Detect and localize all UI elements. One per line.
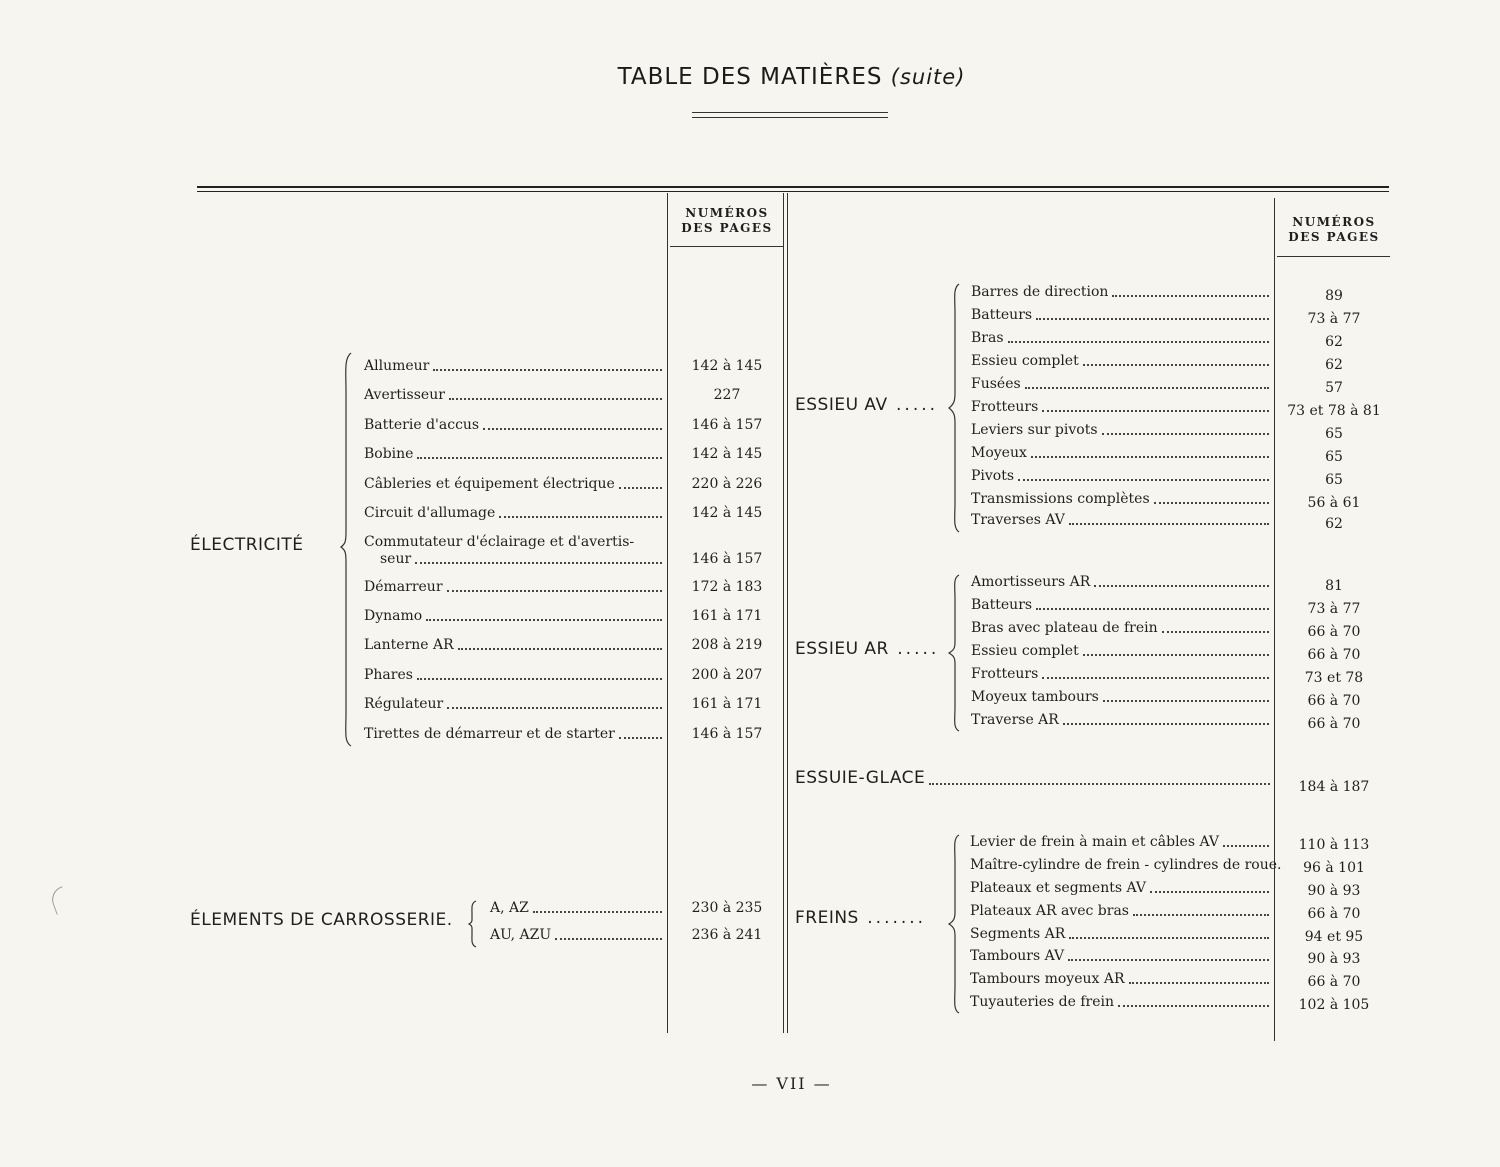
entry-label: Allumeur <box>364 358 430 374</box>
entry-pages: 66 à 70 <box>1307 906 1361 922</box>
toc-entry <box>490 900 662 916</box>
entry-label: Régulateur <box>364 696 444 712</box>
entry-label: Traverse AR <box>971 712 1059 728</box>
entry-label: Traverses AV <box>971 512 1065 528</box>
toc-entry <box>971 666 1269 682</box>
entry-label: Lanterne AR <box>364 637 454 653</box>
entry-label-line1 <box>364 534 662 550</box>
entry-label: Commutateur d'éclairage et d'avertis- <box>364 534 635 550</box>
entry-pages: 102 à 105 <box>1298 997 1370 1013</box>
page-essuie-glace: 184 à 187 <box>1298 779 1370 795</box>
toc-entry <box>971 597 1269 613</box>
toc-entry <box>971 307 1269 323</box>
entry-pages: 146 à 157 <box>691 726 763 742</box>
entry-pages: 90 à 93 <box>1307 883 1361 899</box>
toc-entry <box>970 994 1269 1010</box>
toc-entry <box>364 696 662 712</box>
entry-pages: 161 à 171 <box>691 608 763 624</box>
entry-pages: 73 à 77 <box>1307 311 1361 327</box>
toc-entry <box>364 608 662 624</box>
entry-label: Circuit d'allumage <box>364 505 496 521</box>
entry-label: Bras <box>971 330 1004 346</box>
toc-entry <box>971 330 1269 346</box>
entry-essuie-glace: ESSUIE-GLACE <box>795 768 1270 788</box>
entry-pages: 94 et 95 <box>1304 929 1364 945</box>
toc-entry <box>971 643 1269 659</box>
brace-essieu-av <box>948 283 962 533</box>
entry-pages: 227 <box>713 387 741 403</box>
entry-pages: 146 à 157 <box>691 551 763 567</box>
toc-entry <box>970 903 1269 919</box>
brace-essieu-ar <box>948 574 962 732</box>
entry-label: Bras avec plateau de frein <box>971 620 1158 636</box>
top-rule <box>197 186 1389 188</box>
toc-entry <box>971 399 1269 415</box>
toc-entry <box>971 620 1269 636</box>
category-freins: FREINS ....... <box>795 908 927 928</box>
title-underline-2 <box>692 117 888 118</box>
entry-label: Tirettes de démarreur et de starter <box>364 726 615 742</box>
entry-label: Transmissions complètes <box>971 491 1150 507</box>
toc-entry <box>970 971 1269 987</box>
entry-label: Essieu complet <box>971 353 1079 369</box>
category-essieu-av: ESSIEU AV ..... <box>795 395 939 415</box>
entry-pages: 161 à 171 <box>691 696 763 712</box>
entry-label: Tuyauteries de frein <box>970 994 1114 1010</box>
entry-pages: 142 à 145 <box>691 358 763 374</box>
toc-entry <box>364 637 662 653</box>
entry-label: Dynamo <box>364 608 423 624</box>
entry-pages: 66 à 70 <box>1307 693 1361 709</box>
toc-entry <box>970 948 1269 964</box>
category-electricite: ÉLECTRICITÉ <box>190 535 304 555</box>
entry-label: Plateaux et segments AV <box>970 880 1147 896</box>
right-header-rule <box>1277 256 1390 257</box>
entry-label: Moyeux tambours <box>971 689 1099 705</box>
center-divider-2 <box>787 193 788 1033</box>
entry-label: Leviers sur pivots <box>971 422 1098 438</box>
brace-freins <box>948 834 962 1014</box>
entry-label: seur <box>380 551 412 567</box>
entry-pages: 65 <box>1325 472 1343 488</box>
entry-label: Maître-cylindre de frein - cylindres de roue. <box>970 857 1282 873</box>
toc-entry <box>970 926 1269 942</box>
entry-pages: 220 à 226 <box>691 476 763 492</box>
entry-label: Frotteurs <box>971 666 1039 682</box>
toc-entry <box>380 551 662 567</box>
toc-entry <box>971 353 1269 369</box>
toc-entry <box>971 689 1269 705</box>
category-essieu-ar: ESSIEU AR ..... <box>795 639 940 659</box>
toc-entry <box>971 512 1269 528</box>
entry-pages: 81 <box>1325 578 1343 594</box>
entry-pages: 200 à 207 <box>691 667 763 683</box>
title-main: TABLE DES MATIÈRES <box>617 64 883 90</box>
entry-pages: 56 à 61 <box>1307 495 1361 511</box>
toc-entry <box>970 834 1269 850</box>
entry-label: Fusées <box>971 376 1021 392</box>
brace-carrosserie <box>468 900 478 948</box>
entry-pages: 73 et 78 à 81 <box>1287 403 1381 419</box>
title-suffix: (suite) <box>890 65 966 89</box>
right-page-column-line <box>1274 198 1275 1041</box>
entry-pages: 65 <box>1325 449 1343 465</box>
entry-pages: 90 à 93 <box>1307 951 1361 967</box>
entry-label: Phares <box>364 667 413 683</box>
toc-entry <box>971 422 1269 438</box>
toc-entry <box>364 358 662 374</box>
toc-entry <box>364 726 662 742</box>
toc-entry <box>364 387 662 403</box>
toc-entry <box>364 505 662 521</box>
toc-entry <box>364 476 662 492</box>
entry-label: Essieu complet <box>971 643 1079 659</box>
entry-pages: 73 et 78 <box>1304 670 1364 686</box>
right-column-header: NUMÉROS DES PAGES <box>1288 215 1380 244</box>
entry-pages: 62 <box>1325 516 1343 532</box>
toc-entry <box>971 376 1269 392</box>
page-title <box>0 64 1500 90</box>
entry-pages: 57 <box>1325 380 1343 396</box>
entry-label: AU, AZU <box>490 927 552 943</box>
entry-label: Moyeux <box>971 445 1027 461</box>
toc-entry <box>971 491 1269 507</box>
entry-pages: 208 à 219 <box>691 637 763 653</box>
toc-entry <box>970 880 1269 896</box>
toc-entry <box>971 712 1269 728</box>
entry-pages: 65 <box>1325 426 1343 442</box>
entry-pages: 110 à 113 <box>1298 837 1370 853</box>
toc-entry <box>970 857 1282 873</box>
entry-pages: 66 à 70 <box>1307 974 1361 990</box>
entry-pages: 146 à 157 <box>691 417 763 433</box>
toc-entry <box>971 445 1269 461</box>
entry-pages: 96 à 101 <box>1303 860 1365 876</box>
left-column-header: NUMÉROS DES PAGES <box>681 206 773 235</box>
top-rule-2 <box>197 191 1389 192</box>
entry-pages: 66 à 70 <box>1307 716 1361 732</box>
toc-entry <box>364 446 662 462</box>
entry-label: A, AZ <box>490 900 529 916</box>
entry-pages: 66 à 70 <box>1307 647 1361 663</box>
entry-pages: 89 <box>1325 288 1343 304</box>
center-divider <box>783 193 784 1033</box>
entry-label: Plateaux AR avec bras <box>970 903 1129 919</box>
entry-label: Avertisseur <box>364 387 445 403</box>
entry-pages: 142 à 145 <box>691 505 763 521</box>
toc-entry <box>364 667 662 683</box>
entry-label: Barres de direction <box>971 284 1109 300</box>
entry-label: Démarreur <box>364 579 443 595</box>
toc-entry <box>364 579 662 595</box>
entry-pages: 62 <box>1325 357 1343 373</box>
toc-entry <box>971 468 1269 484</box>
entry-label: Amortisseurs AR <box>971 574 1091 590</box>
entry-label: Frotteurs <box>971 399 1039 415</box>
entry-label: Batterie d'accus <box>364 417 480 433</box>
entry-label: Tambours moyeux AR <box>970 971 1125 987</box>
entry-pages: 236 à 241 <box>691 927 763 943</box>
entry-label: Câbleries et équipement électrique <box>364 476 615 492</box>
toc-entry <box>971 574 1269 590</box>
toc-entry <box>971 284 1269 300</box>
entry-pages: 66 à 70 <box>1307 624 1361 640</box>
entry-pages: 62 <box>1325 334 1343 350</box>
entry-pages: 142 à 145 <box>691 446 763 462</box>
entry-label: Batteurs <box>971 307 1033 323</box>
entry-label: Pivots <box>971 468 1015 484</box>
toc-entry <box>364 417 662 433</box>
entry-pages: 230 à 235 <box>691 900 763 916</box>
brace-electricite <box>340 352 354 747</box>
page-number: — VII — <box>751 1074 832 1093</box>
entry-label: Batteurs <box>971 597 1033 613</box>
left-page-column-line <box>667 193 668 1033</box>
entry-label: Tambours AV <box>970 948 1065 964</box>
entry-label: Bobine <box>364 446 414 462</box>
entry-label: Levier de frein à main et câbles AV <box>970 834 1219 850</box>
entry-pages: 73 à 77 <box>1307 601 1361 617</box>
paper-mark <box>48 886 71 915</box>
entry-label: Segments AR <box>970 926 1066 942</box>
entry-pages: 172 à 183 <box>691 579 763 595</box>
title-underline <box>692 112 888 113</box>
left-header-rule <box>670 246 783 247</box>
toc-entry <box>490 927 662 943</box>
category-carrosserie: ÉLEMENTS DE CARROSSERIE. <box>190 910 453 930</box>
